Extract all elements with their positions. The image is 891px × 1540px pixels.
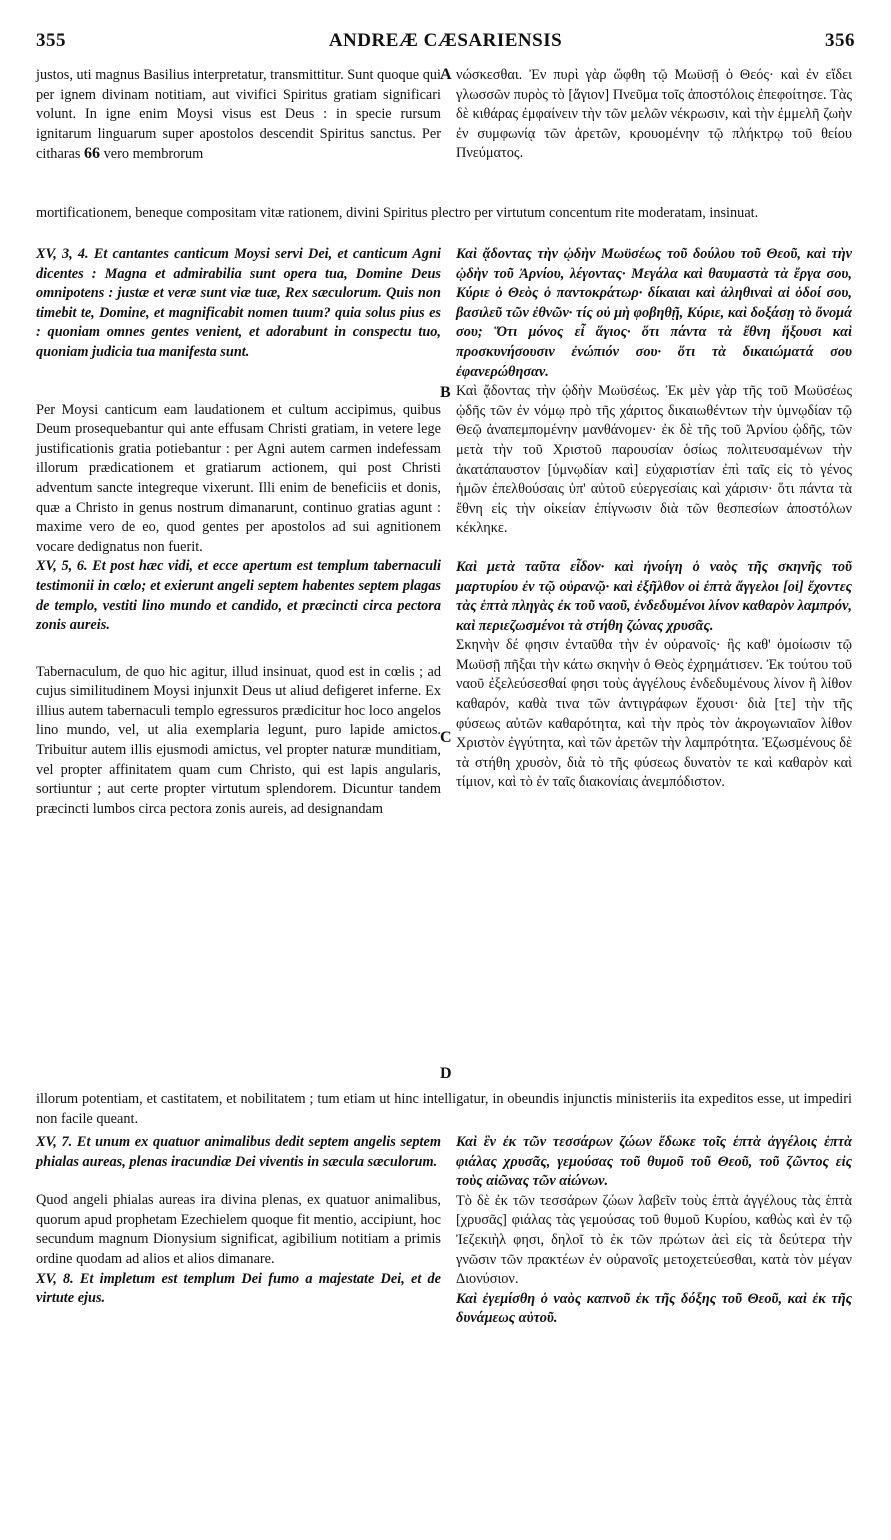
latin-column-bottom — [36, 1133, 441, 1309]
greek-paragraph: Τὸ δὲ ἐκ τῶν τεσσάρων ζώων λαβεῖν τοὺς ἑπτὰ ἀγγέλους τὰς ἑπτὰ [χρυσᾶς] φιάλας τὰς γεμούσας τοῦ θυμοῦ Κυρίου, καθὼς καὶ ἐν τῷ Ἰεζεκιὴλ φησι, δηλοῖ τὸ ἐκ τῶν πρώτων ἀεὶ εἰς τὰ δεύτερα τὴν γνῶσιν τῶν πρακτέων ἐν οὐρανοῖς μετοχετεύεσθαι, κατὰ τὸν μέγαν Διονύσιον. — [456, 1192, 852, 1288]
latin-text: vero membrorum — [103, 146, 204, 163]
scripture-lemma: XV, 8. Et impletum est templum Dei fumo a majestate Dei, et de virtute ejus. — [36, 1270, 441, 1307]
page-number-right: 356 — [825, 30, 855, 51]
section-marker-a: A — [440, 66, 452, 83]
greek-column-middle — [456, 245, 852, 793]
latin-text: justos, uti magnus Basilius interpretatur, transmittitur. Sunt quoque qui per ignem divinam notitiam, aut vivifici Spiritus gratiam significari volunt. In igne enim Moysi visus est Deus : in specie rursum ignitarum linguarum super apostolos descendit Spiritus sanctus. Per citharas — [36, 67, 441, 163]
running-title: ANDREÆ CÆSARIENSIS — [328, 30, 563, 51]
scripture-lemma: Καὶ ἓν ἐκ τῶν τεσσάρων ζώων ἔδωκε τοῖς ἑπτὰ ἀγγέλοις ἑπτὰ φιάλας χρυσᾶς, γεμούσας τοῦ θυμοῦ τοῦ Θεοῦ, τοῦ ζῶντος εἰς τοὺς αἰῶνας τῶν αἰώνων. — [456, 1134, 852, 1190]
latin-paragraph: Tabernaculum, de quo hic agitur, illud insinuat, quod est in cœlis ; ad cujus similitudinem Moysi injunxit Deus ut aliud defigeret inferne. Ex illius autem tabernaculi templo egressuros prædicitur hoc loco angelos lino mundo, vel, ut alia exemplaria legunt, puro lapide amictos. Tribuitur autem illis ejusmodi amictus, vel propter naturæ munditiam, vel propter affinitatem quam cum Christo, qui est lapis angularis, sortiuntur ; aut certe propter virtutum splendorem. Dicuntur tandem præcincti lumbos circa pectora zonis aureis, ad designandam — [36, 663, 441, 817]
greek-paragraph: νώσκεσθαι. Ἐν πυρὶ γὰρ ὤφθη τῷ Μωϋσῇ ὁ Θεός· καὶ ἐν εἴδει γλωσσῶν πυρὸς τὸ [ἅγιον] Πνεῦμα τοῖς ἀποστόλοις ἐπεφοίτησε. Τὰς δὲ κιθάρας ἐμφαίνειν τὴν τῶν μελῶν νέκρωσιν, καὶ τὴν ἐμμελῆ ζωὴν ἐν συμφωνίᾳ τῶν ἀρετῶν, κρουομένην τῷ πλήκτρῳ τοῦ θείου Πνεύματος. — [456, 67, 852, 162]
greek-paragraph: Καὶ ᾄδοντας τὴν ᾠδὴν Μωϋσέως. Ἐκ μὲν γὰρ τῆς τοῦ Μωϋσέως ᾠδῆς τῶν ἐν νόμῳ πρὸ τῆς χάριτος δικαιωθέντων τὴν ὑμνῳδίαν τῷ Θεῷ ἀναπεμπομένην μανθάνομεν· ἐκ δὲ τῆς τοῦ Ἀρνίου ᾠδῆς, τῶν μετὰ τὴν τοῦ Χριστοῦ παρουσίαν ὁσίως πολιτευσαμένων τὴν ἀκατάπαυστον [ὑμνῳδίαν καὶ] εὐχαριστίαν ἐπὶ ταῖς εἰς τὸ γένος ἡμῶν ἐπελθούσαις ὑπ' αὐτοῦ εὐεργεσίαις καὶ χάρισιν· ὅτι πάντα τὰ ἔθνη εἰς τὴν οἰκείαν ἐπίγνωσιν διὰ τῶν θεσπεσίων ἀποστόλων κέκληκε. — [456, 383, 852, 537]
spanning-text: mortificationem, beneque compositam vitæ rationem, divini Spiritus plectro per virtutum concentum rite moderatam, insinuat. — [36, 205, 759, 221]
greek-column-bottom — [456, 1133, 852, 1329]
running-header — [0, 30, 891, 56]
latin-column-middle — [36, 245, 441, 819]
greek-paragraph: Σκηνὴν δέ φησιν ἐνταῦθα τὴν ἐν οὐρανοῖς· ἣς καθ' ὁμοίωσιν τῷ Μωϋσῇ πῆξαι τὴν κάτω σκηνὴν ὁ Θεὸς ἐχρημάτισεν. Ἐκ τούτου τοῦ ναοῦ ἐξελεύσεσθαί φησι τοὺς ἀγγέλους ἐνδεδυμένους λίνον ἢ λίθον καθαρόν, καθὰ τινα τῶν ἀντιγράφων ἔχουσι· διὰ [τε] τὴν τῆς φύσεως αὐτῶν καθαρότητα, καὶ τὴν πρὸς τὸν ἀκρογωνιαῖον λίθον Χριστὸν ἐγγύτητα, καὶ τῶν ἀρετῶν τὴν λαμπρότητα. Ἐζωσμένους δὲ τὰ στήθη χρυσὸν, διὰ τὸ τῆς φύσεως δυνατὸν τε καὶ καθαρὸν καὶ τίμιον, καὶ τὸ ἐν ταῖς διακονίαις ἀνεμπόδιστον. — [456, 637, 852, 791]
page-number-left: 355 — [36, 30, 66, 51]
section-marker-c: C — [440, 729, 452, 746]
scripture-lemma: XV, 5, 6. Et post hæc vidi, et ecce apertum est templum tabernaculi testimonii in cœlo; et exierunt angeli septem habentes septem plagas de templo, vestiti lino mundo et candido, et præcincti circa pectora zonis aureis. — [36, 558, 441, 634]
spanning-text: illorum potentiam, et castitatem, et nobilitatem ; tum etiam ut hinc intelligatur, in obeundis injunctis ministeriis ita expeditos esse, ut impediri non facile queant. — [36, 1091, 852, 1127]
scripture-lemma: XV, 3, 4. Et cantantes canticum Moysi servi Dei, et canticum Agni dicentes : Magna et admirabilia sunt opera tua, Domine Deus omnipotens : justæ et veræ sunt viæ tuæ, Rex sæculorum. Quis non timebit te, Domine, et magnificabit nomen tuum? quia solus pius es : quoniam omnes gentes venient, et adorabunt in conspectu tuo, quoniam judicia tua manifesta sunt. — [36, 246, 441, 360]
section-marker-d: D — [440, 1065, 452, 1082]
latin-paragraph: Quod angeli phialas aureas ira divina plenas, ex quatuor animalibus, quorum apud prophetam Ezechielem quoque fit mentio, accipiunt, hoc secundum magnum Dionysium significat, agibilium notitiam a primis ordine quodam ad alios et alios dimanare. — [36, 1192, 441, 1267]
greek-column-top — [456, 66, 852, 164]
scripture-lemma: XV, 7. Et unum ex quatuor animalibus dedit septem angelis septem phialas aureas, plenas iracundiæ Dei viventis in sæcula sæculorum. — [36, 1134, 441, 1170]
scripture-lemma: Καὶ ἐγεμίσθη ὁ ναὸς καπνοῦ ἐκ τῆς δόξης τοῦ Θεοῦ, καὶ ἐκ τῆς δυνάμεως αὐτοῦ. — [456, 1290, 852, 1327]
latin-paragraph: Per Moysi canticum eam laudationem et cultum accipimus, quibus Deum prosequebantur qui ante effusam Christi gratiam, in vetere lege justificationis gratia potiebantur : per Agni autem carmen indefessam illorum prædicationem et gratiarum actionem, qui post Christi adventum sancte integreque vixerunt. Illi enim de beneficiis et donis, quæ a Christo in genus nostrum dimanarunt, continuo gratias agunt : maxime vero de eo, quod gentes per apostolos ad sui agnitionem vocare dedignatus non fuerit. — [36, 401, 441, 555]
latin-paragraph — [36, 66, 441, 165]
column-number: 66 — [84, 145, 101, 163]
latin-column-top — [36, 66, 441, 165]
scripture-lemma: Καὶ ᾄδοντας τὴν ᾠδὴν Μωϋσέως τοῦ δούλου τοῦ Θεοῦ, καὶ τὴν ᾠδὴν τοῦ Ἀρνίου, λέγοντας· Μεγάλα καὶ θαυμαστὰ τὰ ἔργα σου, Κύριε ὁ Θεὸς ὁ παντοκράτωρ· δίκαιαι καὶ ἀληθιναὶ αἱ ὁδοί σου, βασιλεῦ τῶν ἐθνῶν· τίς οὐ μὴ φοβηθῇ, Κύριε, καὶ δοξάσῃ τὸ ὄνομά σου; Ὅτι μόνος εἶ ἅγιος· ὅτι πάντα τὰ ἔθνη ἥξουσι καὶ προσκυνήσουσιν ἐνώπιόν σου· ὅτι τὰ δικαιώματά σου ἐφανερώθησαν. — [456, 246, 852, 380]
scripture-lemma: Καὶ μετὰ ταῦτα εἶδον· καὶ ἠνοίγη ὁ ναὸς τῆς σκηνῆς τοῦ μαρτυρίου ἐν τῷ οὐρανῷ· καὶ ἐξῆλθον οἱ ἑπτὰ ἄγγελοι [οἱ] ἔχοντες τὰς ἑπτὰ πληγὰς ἐκ τοῦ ναοῦ, ἐνδεδυμένοι λίνον καθαρὸν λαμπρόν, καὶ περιεζωσμένοι τὰ στήθη ζώνας χρυσᾶς. — [456, 558, 852, 634]
section-marker-b: B — [440, 384, 451, 401]
